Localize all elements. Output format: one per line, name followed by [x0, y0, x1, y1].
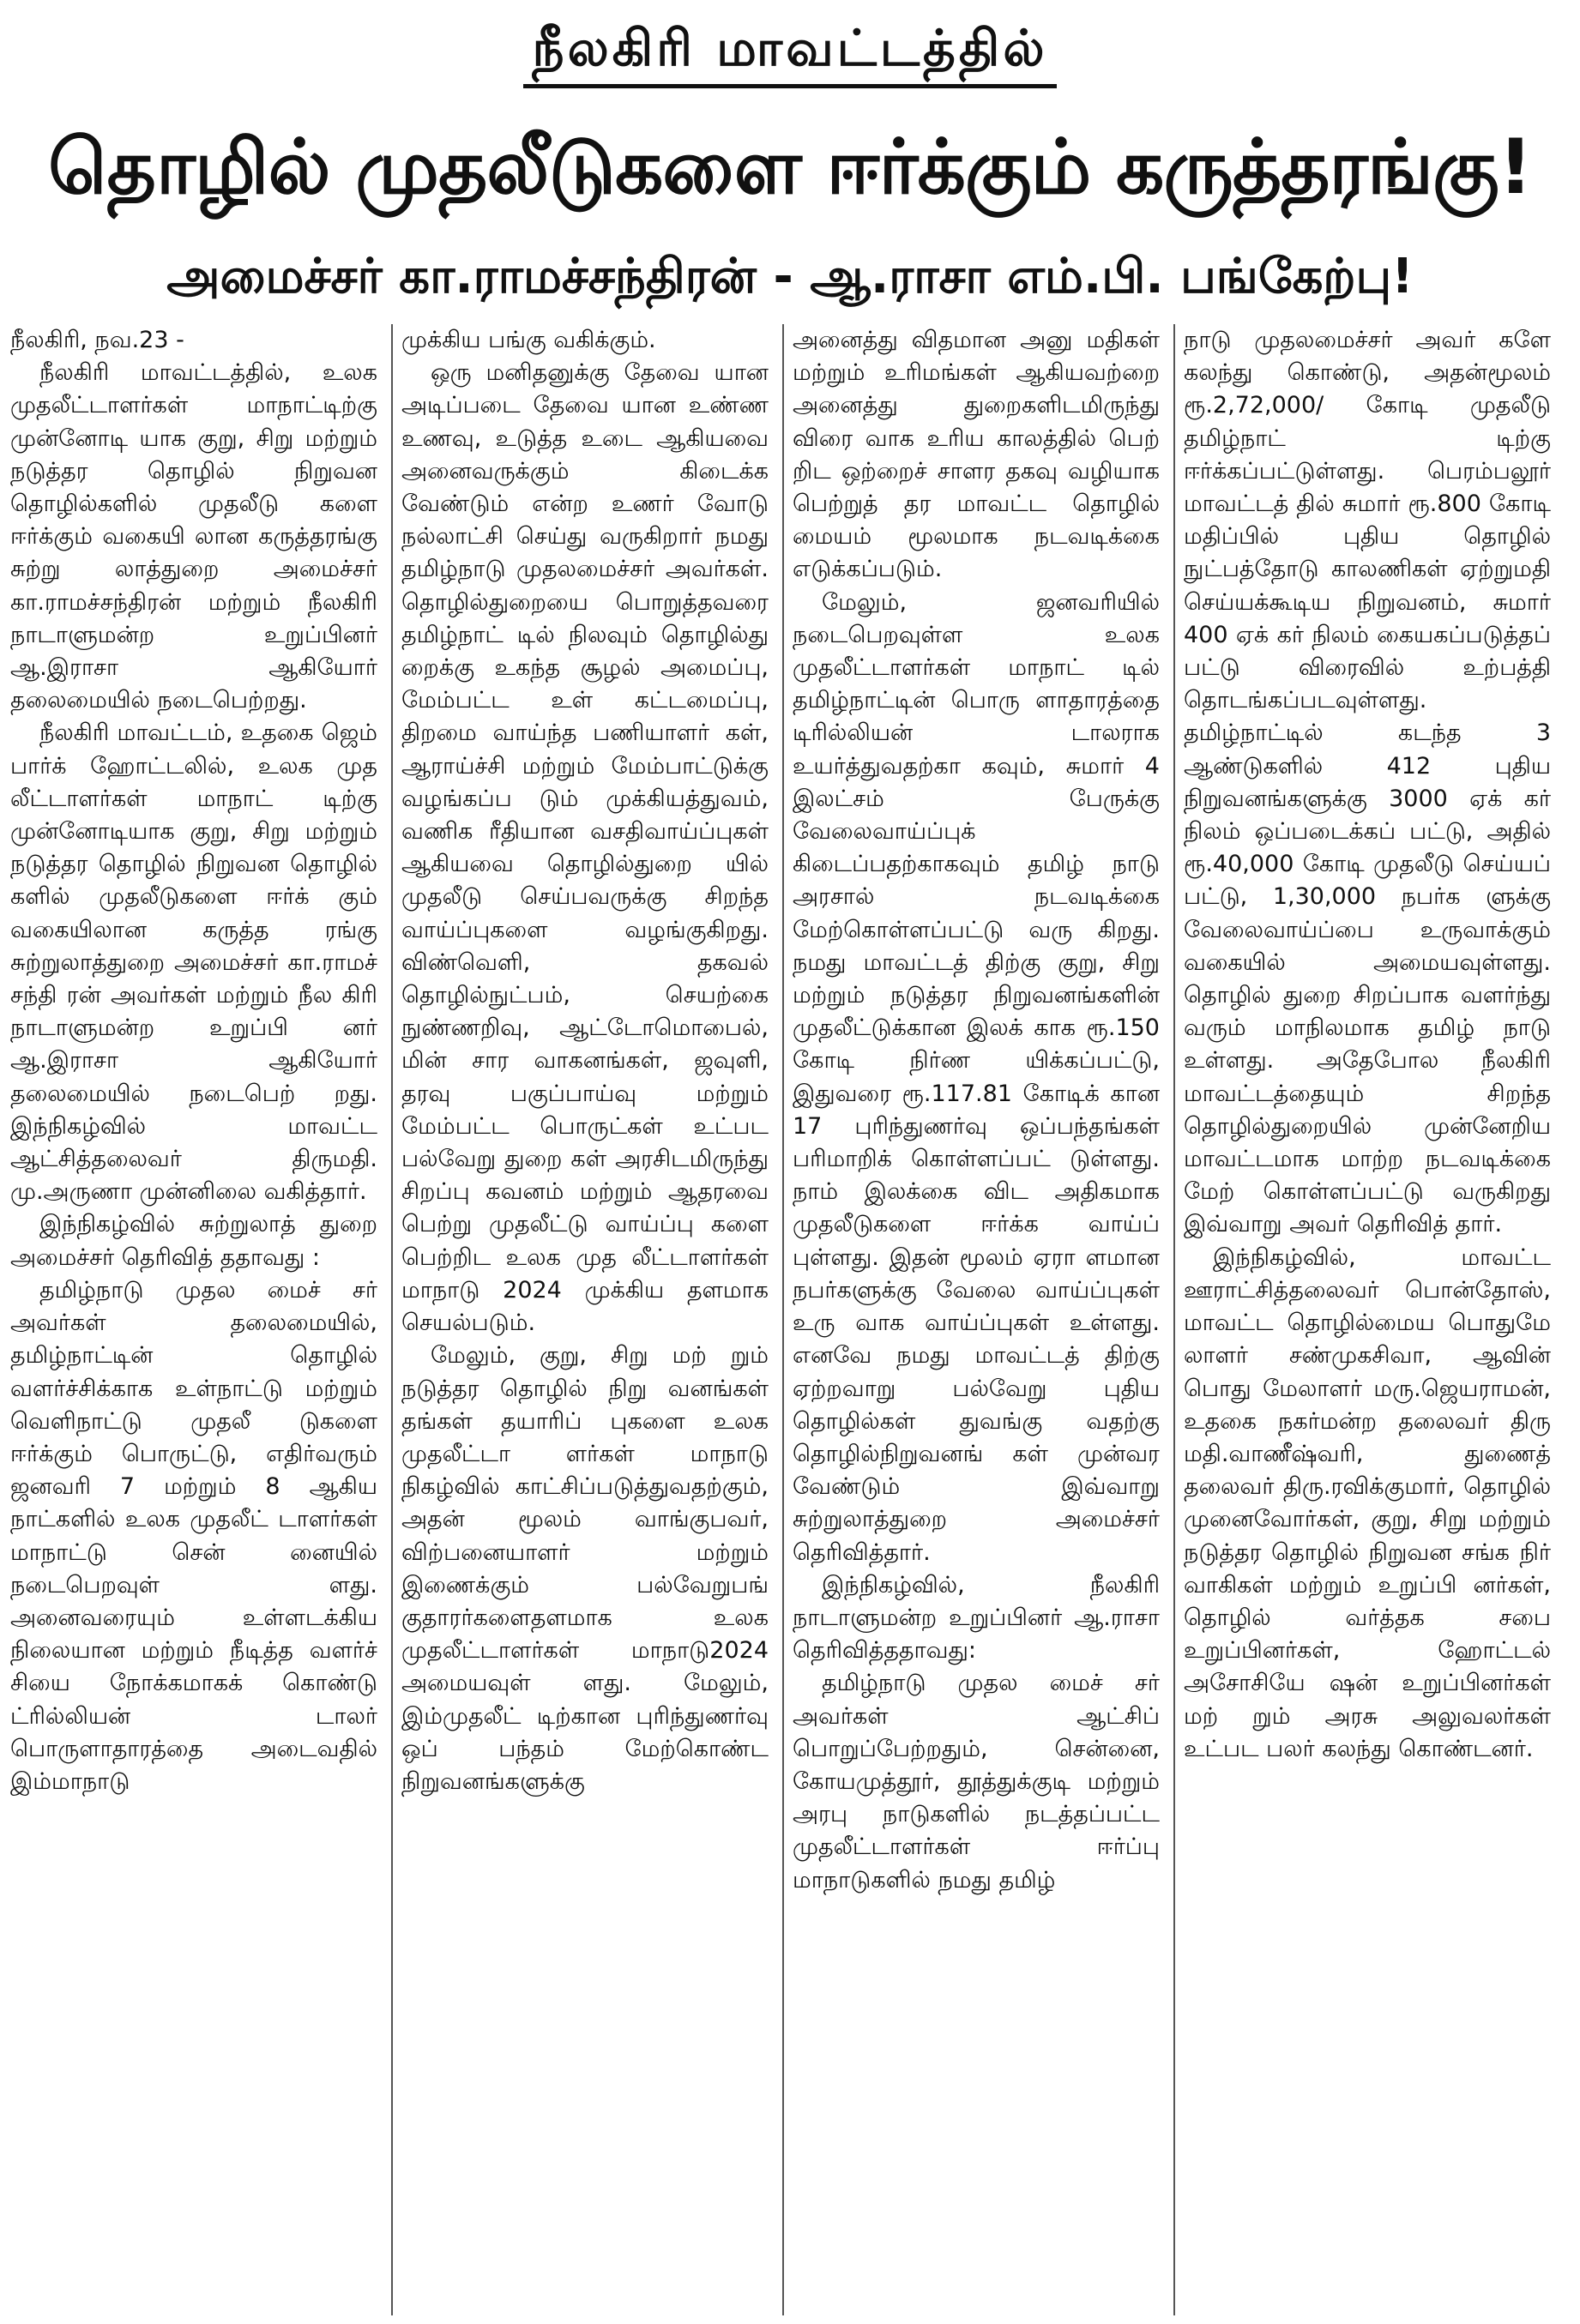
article-column-2 [401, 324, 769, 2315]
article-paragraph: ஒரு மனிதனுக்கு தேவை யான அடிப்படை தேவை யான உண்ண உணவு, உடுத்த உடை ஆகியவை அனைவருக்கும் கிடைக்க வேண்டும் என்ற உணர் வோடு நல்லாட்சி செய்து வருகிறார் நமது தமிழ்நாடு முதலமைச்சர் அவர்கள். தொழில்துறையை பொறுத்தவரை தமிழ்நாட் டில் நிலவும் தொழில்து றைக்கு உகந்த சூழல் அமைப்பு, மேம்பட்ட உள் கட்டமைப்பு, திறமை வாய்ந்த பணியாளர் கள், ஆராய்ச்சி மற்றும் மேம்பாட்டுக்கு வழங்கப்ப டும் முக்கியத்துவம், வணிக ரீதியான வசதிவாய்ப்புகள் ஆகியவை தொழில்துறை யில் முதலீடு செய்பவருக்கு சிறந்த வாய்ப்புகளை வழங்குகிறது. விண்வெளி, தகவல் தொழில்நுட்பம், செயற்கை நுண்ணறிவு, ஆட்டோமொபைல், மின் சார வாகனங்கள், ஜவுளி, தரவு பகுப்பாய்வு மற்றும் மேம்பட்ட பொருட்கள் உட்பட பல்வேறு துறை கள் அரசிடமிருந்து சிறப்பு கவனம் மற்றும் ஆதரவை பெற்று முதலீட்டு வாய்ப்பு களை பெற்றிட உலக முத லீட்டாளர்கள் மாநாடு 2024 முக்கிய தளமாக செயல்படும். [401, 359, 769, 1337]
article-paragraph: இந்நிகழ்வில், மாவட்ட ஊராட்சித்தலைவர் பொன்தோஸ், மாவட்ட தொழில்மைய பொதுமே லாளர் சண்முகசிவா, ஆவின் பொது மேலாளர் மரு.ஜெயராமன், உதகை நகர்மன்ற தலைவர் திரு மதி.வாணீஷ்வரி, துணைத் தலைவர் திரு.ரவிக்குமார், தொழில் முனைவோர்கள், குறு, சிறு மற்றும் நடுத்தர தொழில் நிறுவன சங்க நிர் வாகிகள் மற்றும் உறுப்பி னர்கள், தொழில் வர்த்தக சபை உறுப்பினர்கள், ஹோட்டல் அசோசியே ஷன் உறுப்பினர்கள் மற் றும் அரசு அலுவலர்கள் உட்பட பலர் கலந்து கொண்டனர். [1184, 1243, 1551, 1762]
article-paragraph: நாடு முதலமைச்சர் அவர் களே கலந்து கொண்டு, அதன்மூலம் ரூ.2,72,000/ கோடி முதலீடு தமிழ்நாட் டிற்கு ஈர்க்கப்பட்டுள்ளது. பெரம்பலூர் மாவட்டத் தில் சுமார் ரூ.800 கோடி மதிப்பில் புதிய தொழில் நுட்பத்தோடு காலணிகள் ஏற்றுமதி செய்யக்கூடிய நிறுவனம், சுமார் 400 ஏக் கர் நிலம் கையகப்படுத்தப் பட்டு விரைவில் உற்பத்தி தொடங்கப்படவுள்ளது. தமிழ்நாட்டில் கடந்த 3 ஆண்டுகளில் 412 புதிய நிறுவனங்களுக்கு 3000 ஏக் கர் நிலம் ஒப்படைக்கப் பட்டு, அதில் ரூ.40,000 கோடி முதலீடு செய்யப் பட்டு, 1,30,000 நபர்க ளுக்கு வேலைவாய்ப்பை உருவாக்கும் வகையில் அமையவுள்ளது. தொழில் துறை சிறப்பாக வளர்ந்து வரும் மாநிலமாக தமிழ் நாடு உள்ளது. அதேபோல நீலகிரி மாவட்டத்தையும் சிறந்த தொழில்துறையில் முன்னேறிய மாவட்டமாக மாற்ற நடவடிக்கை மேற் கொள்ளப்பட்டு வருகிறது இவ்வாறு அவர் தெரிவித் தார். [1184, 327, 1551, 1238]
kicker-text: நீலகிரி மாவட்டத்தில் [523, 12, 1056, 88]
column-divider [391, 324, 393, 2315]
article-paragraph: தமிழ்நாடு முதல மைச் சர் அவர்கள் ஆட்சிப் பொறுப்பேற்றதும், சென்னை, கோயமுத்தூர், தூத்துக்குடி மற்றும் அரபு நாடுகளில் நடத்தப்பட்ட முதலீட்டாளர்கள் ஈர்ப்பு மாநாடுகளில் நமது தமிழ் [793, 1670, 1160, 1894]
dateline: நீலகிரி, நவ.23 - [10, 327, 184, 353]
article-paragraph: மேலும், குறு, சிறு மற் றும் நடுத்தர தொழில் நிறு வனங்கள் தங்கள் தயாரிப் புகளை உலக முதலீட்டா ளர்கள் மாநாடு நிகழ்வில் காட்சிப்படுத்துவதற்கும், அதன் மூலம் வாங்குபவர், விற்பனையாளர் மற்றும் இணைக்கும் பல்வேறுபங் குதாரர்களைதளமாக உலக முதலீட்டாளர்கள் மாநாடு2024 அமையவுள் ளது. மேலும், இம்முதலீட் டிற்கான புரிந்துணர்வு ஒப் பந்தம் மேற்கொண்ட நிறுவனங்களுக்கு [401, 1342, 769, 1795]
article-paragraph: இந்நிகழ்வில், நீலகிரி நாடாளுமன்ற உறுப்பினர் ஆ.ராசா தெரிவித்ததாவது: [793, 1571, 1160, 1665]
column-divider [782, 324, 784, 2315]
article-paragraph: தமிழ்நாடு முதல மைச் சர் அவர்கள் தலைமையில், தமிழ்நாட்டின் தொழில் வளர்ச்சிக்காக உள்நாட்டு மற்றும் வெளிநாட்டு முதலீ டுகளை ஈர்க்கும் பொருட்டு, எதிர்வரும் ஜனவரி 7 மற்றும் 8 ஆகிய நாட்களில் உலக முதலீட் டாளர்கள் மாநாட்டு சென் னையில் நடைபெறவுள் ளது. அனைவரையும் உள்ளடக்கிய நிலையான மற்றும் நீடித்த வளர்ச் சியை நோக்கமாகக் கொண்டு ட்ரில்லியன் டாலர் பொருளாதாரத்தை அடைவதில் இம்மாநாடு [10, 1276, 377, 1795]
article-paragraph: நீலகிரி மாவட்டம், உதகை ஜெம் பார்க் ஹோட்டலில், உலக முத லீட்டாளர்கள் மாநாட் டிற்கு முன்னோடியாக குறு, சிறு மற்றும் நடுத்தர தொழில் நிறுவன தொழில் களில் முதலீடுகளை ஈர்க் கும் வகையிலான கருத்த ரங்கு சுற்றுலாத்துறை அமைச்சர் கா.ராமச் சந்தி ரன் அவர்கள் மற்றும் நீல கிரி நாடாளுமன்ற உறுப்பி னர் ஆ.இராசா ஆகியோர் தலைமையில் நடைபெற் றது. இந்நிகழ்வில் மாவட்ட ஆட்சித்தலைவர் திருமதி. மு.அருணா முன்னிலை வகித்தார். [10, 719, 377, 1206]
article-paragraph: மேலும், ஜனவரியில் நடைபெறவுள்ள உலக முதலீட்டாளர்கள் மாநாட் டில் தமிழ்நாட்டின் பொரு ளாதாரத்தை டிரில்லியன் டாலராக உயர்த்துவதற்கா கவும், சுமார் 4 இலட்சம் பேருக்கு வேலைவாய்ப்புக் கிடைப்பதற்காகவும் தமிழ் நாடு அரசால் நடவடிக்கை மேற்கொள்ளப்பட்டு வரு கிறது. நமது மாவட்டத் திற்கு குறு, சிறு மற்றும் நடுத்தர நிறுவனங்களின் முதலீட்டுக்கான இலக் காக ரூ.150 கோடி நிர்ண யிக்கப்பட்டு, இதுவரை ரூ.117.81 கோடிக் கான 17 புரிந்துணர்வு ஒப்பந்தங்கள் பரிமாறிக் கொள்ளப்பட் டுள்ளது. நாம் இலக்கை விட அதிகமாக முதலீடுகளை ஈர்க்க வாய்ப் புள்ளது. இதன் மூலம் ஏரா ளமான நபர்களுக்கு வேலை வாய்ப்புகள் உரு வாக வாய்ப்புகள் உள்ளது. எனவே நமது மாவட்டத் திற்கு ஏற்றவாறு பல்வேறு புதிய தொழில்கள் துவங்கு வதற்கு தொழில்நிறுவனங் கள் முன்வர வேண்டும் இவ்வாறு சுற்றுலாத்துறை அமைச்சர் தெரிவித்தார். [793, 588, 1160, 1566]
subheadline: அமைச்சர் கா.ராமச்சந்திரன் - ஆ.ராசா எம்.பி. பங்கேற்பு! [166, 249, 1414, 304]
article-column-1 [10, 324, 377, 2315]
column-divider [1173, 324, 1175, 2315]
article-paragraph: முக்கிய பங்கு வகிக்கும். [401, 327, 656, 353]
article-paragraph: நீலகிரி மாவட்டத்தில், உலக முதலீட்டாளர்கள் மாநாட்டிற்கு முன்னோடி யாக குறு, சிறு மற்றும் நடுத்தர தொழில் நிறுவன தொழில்களில் முதலீடு களை ஈர்க்கும் வகையி லான கருத்தரங்கு சுற்று லாத்துறை அமைச்சர் கா.ராமச்சந்திரன் மற்றும் நீலகிரி நாடாளுமன்ற உறுப்பினர் ஆ.இராசா ஆகியோர் தலைமையில் நடைபெற்றது. [10, 359, 377, 714]
article-column-4 [1184, 324, 1551, 2315]
article-column-3 [793, 324, 1160, 2315]
article-paragraph: அனைத்து விதமான அனு மதிகள் மற்றும் உரிமங்கள் ஆகியவற்றை அனைத்து துறைகளிடமிருந்து விரை வாக உரிய காலத்தில் பெற் றிட ஒற்றைச் சாளர தகவு வழியாக பெற்றுத் தர மாவட்ட தொழில் மையம் மூலமாக நடவடிக்கை எடுக்கப்படும். [793, 327, 1160, 583]
headline: தொழில் முதலீடுகளை ஈர்க்கும் கருத்தரங்கு! [48, 123, 1532, 211]
article-paragraph: இந்நிகழ்வில் சுற்றுலாத் துறை அமைச்சர் தெரிவித் ததாவது : [10, 1211, 377, 1271]
kicker-heading [0, 12, 1580, 88]
